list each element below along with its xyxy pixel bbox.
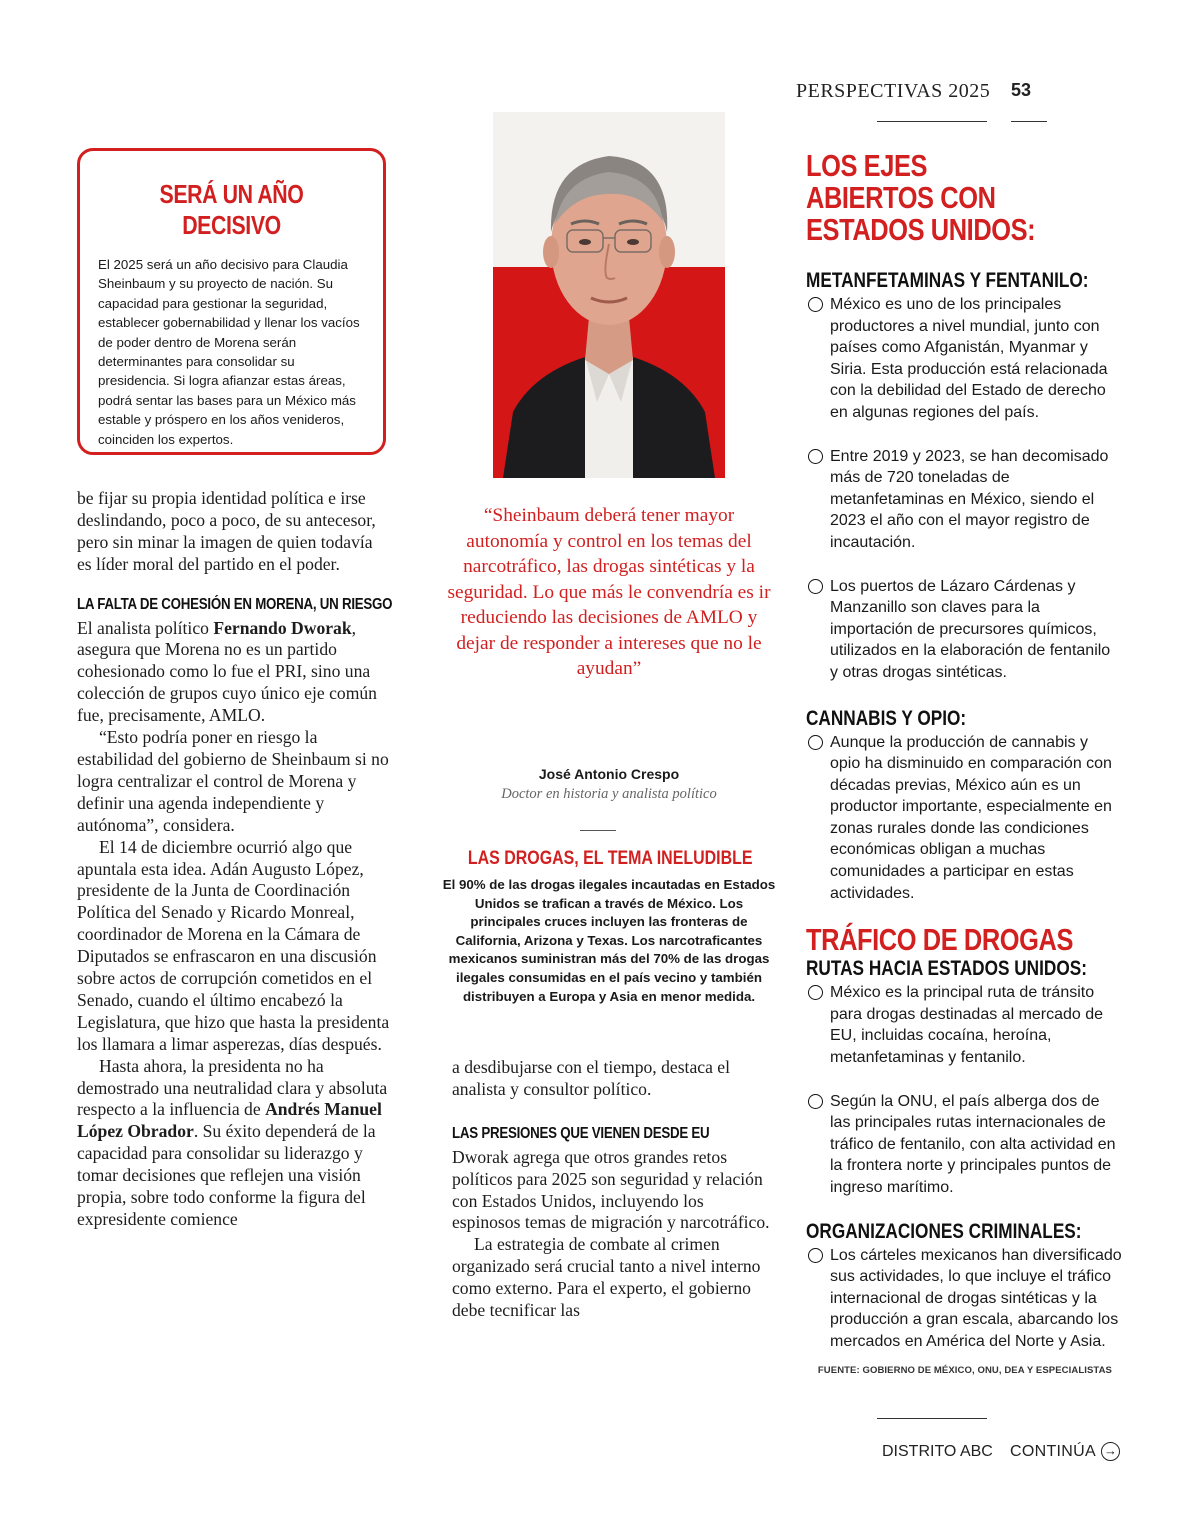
- page-number: 53: [1011, 80, 1032, 100]
- paragraph-continued: a desdibujarse con el tiempo, destaca el analista y consultor político.: [452, 1057, 730, 1099]
- sidebar-box-body: El 2025 será un año decisivo para Claudia Sheinbaum y su proyecto de nación. Su capacidad para gestionar la seguridad, establecer gobernabilidad y llenar los vacíos de poder dentro de Morena serán determinantes para consolidar su presidencia. Si logra afianzar estas áreas, podrá sentar las bases para un México más estable y próspero en los años venideros, coinciden los expertos.: [98, 257, 360, 447]
- middle-box-title: LAS DROGAS, EL TEMA INELUDIBLE: [467, 848, 753, 869]
- bullet-circle-icon: [808, 449, 823, 464]
- bullet-circle-icon: [808, 985, 823, 1000]
- section-heading-rutas: RUTAS HACIA ESTADOS UNIDOS:: [806, 957, 1087, 981]
- paragraph-december: El 14 de diciembre ocurrió algo que apuntala esta idea. Adán Augusto López, presidente de la Junta de Coordinación Política del Senado y Ricardo Monreal, coordinador de Morena en la Cámara de Diputados se enfrascaron en una discusión sobre actos de corrupción cometidos en el Senado, cuando el último encabezó la Legislatura, que hizo que hasta la presidenta los llamara a limar asperezas, días después.: [77, 836, 390, 1054]
- list-item-text: México es la principal ruta de tránsito para drogas destinadas al mercado de EU, incluidas cocaína, heroína, metanfetaminas y fentanilo.: [830, 984, 1104, 1067]
- list-item: [806, 294, 1122, 424]
- portrait-photo: [493, 112, 725, 478]
- middle-column: [452, 1057, 772, 1322]
- footer-publication: DISTRITO ABC: [882, 1443, 993, 1460]
- sidebar-box-title: SERÁ UN AÑO DECISIVO: [159, 179, 304, 240]
- person-name: Fernando Dworak: [213, 617, 352, 638]
- portrait-illustration: [493, 112, 725, 478]
- section-title: PERSPECTIVAS 2025: [796, 80, 991, 102]
- footer-continue: CONTINÚA: [1010, 1443, 1096, 1460]
- trafico-title: TRÁFICO DE DROGAS: [806, 922, 1074, 958]
- list-item-text: Los cárteles mexicanos han diversificado sus actividades, lo que incluye el tráfico internacional de drogas sintéticas y la producción a gran escala, abarcando los mercados en América del Norte y Asia.: [830, 1246, 1122, 1350]
- bullet-circle-icon: [808, 1248, 823, 1263]
- footer-rule: [877, 1418, 987, 1419]
- left-column: [77, 488, 391, 1231]
- list-item: [806, 446, 1122, 554]
- middle-box-body: El 90% de las drogas ilegales incautadas en Estados Unidos se trafican a través de México. Los principales cruces incluyen las fronteras de California, Arizona y Texas. Los narcotraficantes mexicanos suministran más del 70% de las drogas ilegales consumidas en el país vecino y también distribuyen a Europa y Asia en menor medida.: [442, 877, 776, 1004]
- list-item: [806, 732, 1122, 905]
- list-item: [806, 1091, 1122, 1199]
- list-item-text: Aunque la producción de cannabis y opio ha disminuido en comparación con décadas previas, México aún es un productor importante, especialmente en zonas rurales donde las condiciones económicas obligan a muchas comunidades a participar en estas actividades.: [830, 733, 1112, 902]
- intro-paragraph: be fijar su propia identidad política e irse deslindando, poco a poco, de su antecesor, pero sin minar la imagen de quien todavía es líder moral del partido en el poder.: [77, 488, 376, 574]
- paragraph-estrategia: La estrategia de combate al crimen organizado será crucial tanto a nivel interno como externo. Para el experto, el gobierno debe tecnificar las: [452, 1234, 761, 1321]
- paragraph-dworak: [77, 618, 391, 728]
- list-item: [806, 1245, 1122, 1353]
- quote-author-role: Doctor en historia y analista político: [501, 786, 717, 802]
- list-item-text: Entre 2019 y 2023, se han decomisado más de 720 toneladas de metanfetaminas en México, siendo el 2023 el año con el mayor registro de incautación.: [830, 447, 1109, 551]
- bullet-circle-icon: [808, 1094, 823, 1109]
- pull-quote: “Sheinbaum deberá tener mayor autonomía y control en los temas del narcotráfico, las drogas sintéticas y la seguridad. Lo que más le convendría es ir reduciendo las decisiones de AMLO y dejar de responder a intereses que no le ayudan”: [447, 505, 771, 679]
- section-heading-metanfetaminas: METANFETAMINAS Y FENTANILO:: [806, 269, 1089, 292]
- arrow-right-icon: →: [1101, 1442, 1120, 1461]
- text: . Su éxito dependerá de la capacidad para consolidar su liderazgo y tomar decisiones que reflejen una visión propia, sobre todo conforme la figura del expresidente comience: [77, 1121, 376, 1229]
- bullet-circle-icon: [808, 735, 823, 750]
- list-item-text: Los puertos de Lázaro Cárdenas y Manzanillo son claves para la importación de precursores químicos, utilizados en la elaboración de fentanilo y otras drogas sintéticas.: [830, 577, 1111, 681]
- text: El analista político: [77, 617, 214, 638]
- header-rule: [877, 121, 987, 122]
- subhead-presiones: LAS PRESIONES QUE VIENEN DESDE EU: [452, 1124, 710, 1142]
- section-heading-cannabis: CANNABIS Y OPIO:: [806, 706, 967, 730]
- list-item: [806, 982, 1122, 1068]
- quote-author: José Antonio Crespo: [538, 766, 680, 782]
- right-column-title: LOS EJES ABIERTOS CON ESTADOS UNIDOS:: [806, 148, 1036, 247]
- text: Hasta ahora, la presidenta no ha demostrado una neutralidad clara y absoluta respecto a la influencia de: [77, 1055, 388, 1120]
- section-heading-organizaciones: ORGANIZACIONES CRIMINALES:: [806, 1219, 1082, 1243]
- source-note: FUENTE: GOBIERNO DE MÉXICO, ONU, DEA Y ESPECIALISTAS: [817, 1364, 1112, 1376]
- list-item-text: México es uno de los principales productores a nivel mundial, junto con países como Afganistán, Myanmar y Siria. Esta producción está relacionada con la debilidad del Estado de derecho en algunas regiones del país.: [830, 296, 1108, 421]
- quote-divider: [580, 830, 616, 831]
- header-rule-short: [1011, 121, 1047, 122]
- paragraph-retos: Dworak agrega que otros grandes retos políticos para 2025 son seguridad y relación con Estados Unidos, incluyendo los espinosos temas de migración y narcotráfico.: [452, 1146, 770, 1233]
- person-name: Andrés Manuel López Obrador: [77, 1099, 382, 1142]
- right-column: [806, 150, 1122, 1376]
- bullet-circle-icon: [808, 297, 823, 312]
- paragraph-quote: “Esto podría poner en riesgo la estabilidad del gobierno de Sheinbaum si no logra centralizar el control de Morena y definir una agenda independiente y autónoma”, considera.: [77, 727, 389, 835]
- list-item-text: Según la ONU, el país alberga dos de las principales rutas internacionales de tráfico de fentanilo, con alta actividad en la frontera norte y principales puntos de ingreso marítimo.: [830, 1092, 1116, 1196]
- paragraph-amlo: [77, 1056, 391, 1231]
- text: , asegura que Morena no es un partido cohesionado como lo fue el PRI, sino una colección de grupos cuyo único eje común fue, precisamente, AMLO.: [77, 617, 377, 726]
- bullet-circle-icon: [808, 579, 823, 594]
- sidebar-box: [77, 148, 386, 455]
- list-item: [806, 576, 1122, 684]
- subhead-cohesion: LA FALTA DE COHESIÓN EN MORENA, UN RIESGO: [77, 595, 393, 613]
